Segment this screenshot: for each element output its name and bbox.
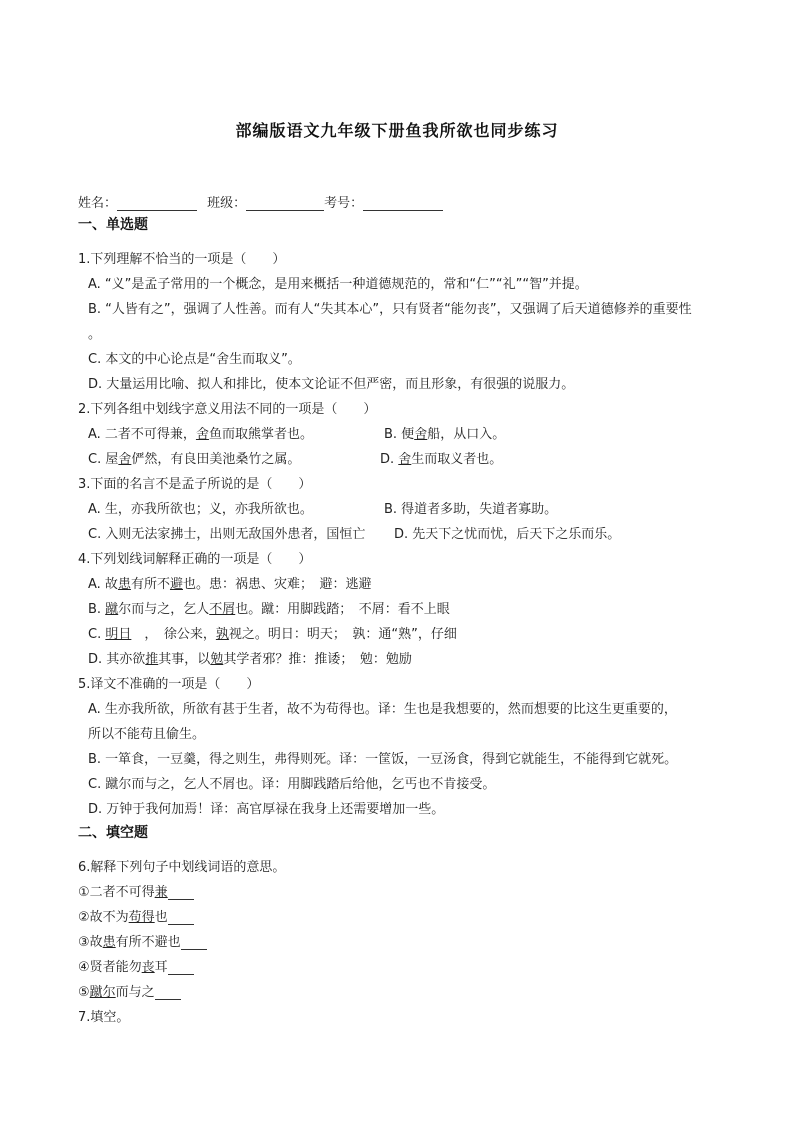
underlined-char: 舍 [195, 427, 209, 442]
underlined-word: 明日 [105, 627, 132, 642]
question-4-option-d [88, 648, 412, 667]
text: 船，从口入。 [427, 427, 506, 442]
question-2-option-b [384, 423, 505, 442]
answer-blank[interactable] [168, 912, 194, 925]
question-3-option-d: D. 先天下之忧而忧，后天下之乐而乐。 [394, 527, 621, 542]
text: 其事，以 [158, 652, 211, 667]
question-6-item-3 [78, 931, 207, 950]
text: 也。患：祸患、灾难； 避：逃避 [182, 577, 372, 592]
question-6-item-2 [78, 906, 194, 925]
text: B. 便 [384, 427, 415, 442]
section-title-single-choice: 一、单选题 [78, 217, 148, 233]
underlined-word: 兼 [154, 885, 168, 900]
name-blank[interactable] [117, 196, 197, 211]
number-label: 考号： [324, 196, 364, 211]
question-4-stem: 4.下列划线词解释正确的一项是（ ） [78, 552, 312, 567]
question-2-option-d [380, 448, 502, 467]
underlined-word: 蹴 [105, 602, 119, 617]
question-1-option-a: A. “义”是孟子常用的一个概念，是用来概括一种道德规范的，常和“仁”“礼”“智”并提。 [88, 277, 588, 292]
answer-blank[interactable] [168, 887, 194, 900]
underlined-char: 舍 [118, 452, 132, 467]
question-1-option-b: B. “人皆有之”，强调了人性善。而有人“失其本心”，只有贤者“能勿丧”，又强调了后天道德修养的重要性 [88, 302, 692, 317]
text: D. [380, 452, 399, 467]
question-5-option-a: A. 生亦我所欲，所欲有甚于生者，故不为苟得也。译：生也是我想要的，然而想要的比这生更重要的， [88, 702, 677, 717]
name-label: 姓名： [78, 196, 118, 211]
underlined-word: 推 [145, 652, 159, 667]
text: 俨然，有良田美池桑竹之属。 [131, 452, 301, 467]
text: 鱼而取熊掌者也。 [208, 427, 313, 442]
text: 有所不避也 [115, 935, 181, 950]
question-6-stem: 6.解释下列句子中划线词语的意思。 [78, 860, 286, 875]
question-6-item-4 [78, 956, 194, 975]
text: 而与之 [115, 985, 155, 1000]
text: 尔而与之，乞人 [118, 602, 210, 617]
page-title: 部编版语文九年级下册鱼我所欲也同步练习 [235, 121, 559, 140]
underlined-word: 勉 [210, 652, 224, 667]
underlined-char: 舍 [414, 427, 428, 442]
text: A. 故 [88, 577, 118, 592]
question-5-option-b: B. 一箪食，一豆羹，得之则生，弗得则死。译：一筐饭，一豆汤食，得到它就能生，不能得到它就死。 [88, 752, 678, 767]
underlined-word: 患 [117, 577, 131, 592]
text: C. [88, 627, 106, 642]
question-3-option-b: B. 得道者多助，失道者寡助。 [384, 502, 558, 517]
text: B. [88, 602, 106, 617]
underlined-word: 蹴尔 [89, 985, 116, 1000]
text: ②故不为 [78, 910, 129, 925]
question-4-option-c [88, 623, 457, 642]
text: D. 其亦欲 [88, 652, 146, 667]
question-6-item-5 [78, 981, 181, 1000]
question-1-option-c: C. 本文的中心论点是“舍生而取义”。 [88, 352, 301, 367]
text: 生而取义者也。 [411, 452, 503, 467]
text: 视之。明日：明天； 孰：通“熟”，仔细 [228, 627, 457, 642]
answer-blank[interactable] [181, 937, 207, 950]
text: 有所不 [130, 577, 170, 592]
answer-blank[interactable] [168, 962, 194, 975]
question-2-stem: 2.下列各组中划线字意义用法不同的一项是（ ） [78, 402, 377, 417]
text: ④贤者能勿 [78, 960, 142, 975]
question-3-option-c: C. 入则无法家拂士，出则无敌国外患者，国恒亡 [88, 527, 366, 542]
text: C. 屋 [88, 452, 119, 467]
underlined-word: 丧 [141, 960, 155, 975]
student-info-line [78, 192, 449, 211]
text: ， 徐公来， [131, 627, 216, 642]
underlined-word: 苟得 [128, 910, 155, 925]
question-5-stem: 5.译文不准确的一项是（ ） [78, 677, 260, 692]
question-2-option-a [88, 423, 313, 442]
question-5-option-c: C. 蹴尔而与之，乞人不屑也。译：用脚践踏后给他，乞丐也不肯接受。 [88, 777, 496, 792]
question-7-stem: 7.填空。 [78, 1010, 130, 1025]
text: ①二者不可得 [78, 885, 155, 900]
text: 耳 [154, 960, 168, 975]
question-4-option-b [88, 598, 450, 617]
number-blank[interactable] [363, 196, 443, 211]
text: 其学者邪？推：推诿； 勉：勉励 [223, 652, 412, 667]
underlined-word: 患 [102, 935, 116, 950]
underlined-word: 孰 [215, 627, 229, 642]
question-2-option-c [88, 448, 300, 467]
question-1-stem: 1.下列理解不恰当的一项是（ ） [78, 252, 286, 267]
question-5-option-a-continued: 所以不能苟且偷生。 [88, 727, 206, 742]
section-title-fill-blank: 二、填空题 [78, 825, 148, 841]
text: ⑤ [78, 985, 90, 1000]
question-3-stem: 3.下面的名言不是孟子所说的是（ ） [78, 477, 312, 492]
text: 也。蹴：用脚践踏； 不屑：看不上眼 [235, 602, 450, 617]
question-1-option-d: D. 大量运用比喻、拟人和排比，使本文论证不但严密，而且形象，有很强的说服力。 [88, 377, 575, 392]
question-1-option-b-continued: 。 [88, 327, 102, 342]
class-blank[interactable] [246, 196, 324, 211]
text: A. 二者不可得兼， [88, 427, 196, 442]
underlined-char: 舍 [398, 452, 412, 467]
text: 也 [154, 910, 168, 925]
class-label: 班级： [207, 196, 247, 211]
underlined-word: 避 [169, 577, 183, 592]
text: ③故 [78, 935, 103, 950]
underlined-word: 不屑 [209, 602, 236, 617]
question-5-option-d: D. 万钟于我何加焉！译：高官厚禄在我身上还需要增加一些。 [88, 802, 445, 817]
answer-blank[interactable] [155, 987, 181, 1000]
question-3-option-a: A. 生，亦我所欲也；义，亦我所欲也。 [88, 502, 313, 517]
question-4-option-a [88, 573, 372, 592]
question-6-item-1 [78, 881, 194, 900]
